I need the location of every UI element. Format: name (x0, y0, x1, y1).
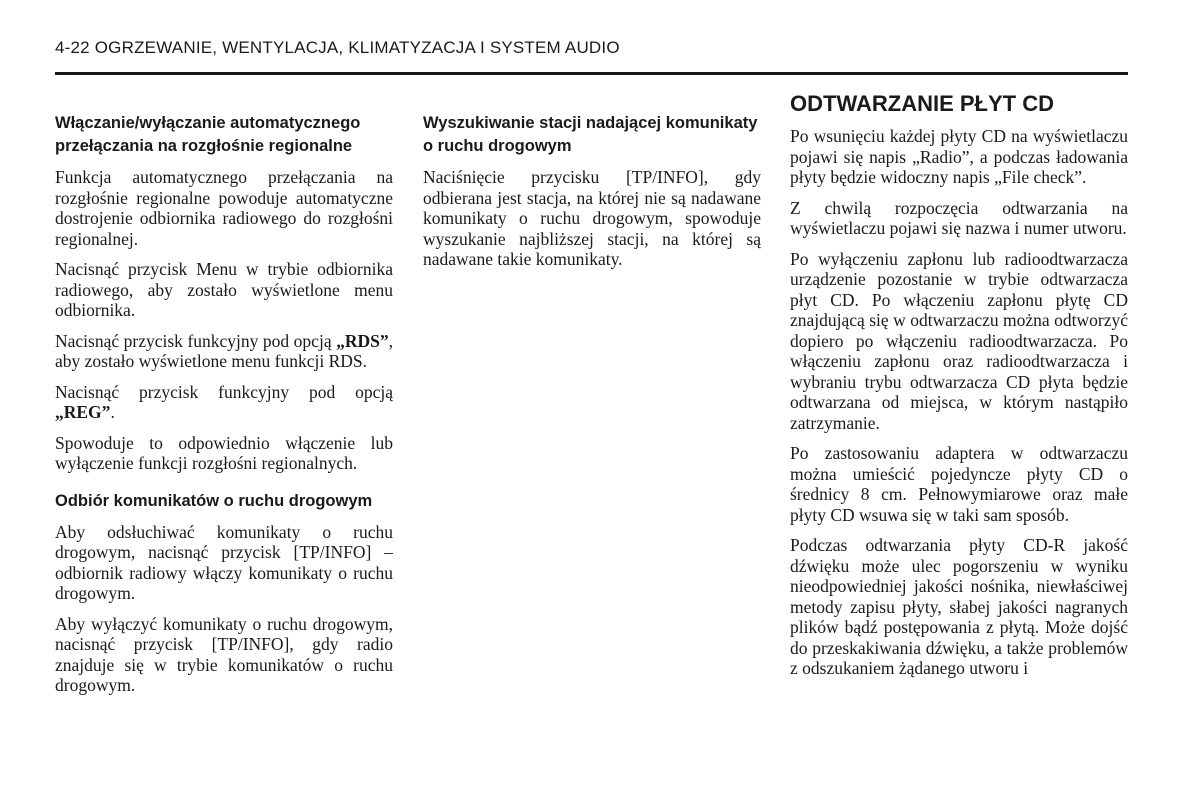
paragraph: Po zastosowaniu adaptera w odtwarzaczu można umieścić pojedyncze płyty CD o średnicy 8 cm. Pełnowymiarowe oraz małe płyty CD wsuwa się w taki sam sposób. (790, 443, 1128, 525)
paragraph: Spowoduje to odpowiednio włączenie lub wyłączenie funkcji rozgłośni regionalnych. (55, 432, 393, 473)
section-heading-search: Wyszukiwanie stacji nadającej komunikaty o ruchu drogowym (423, 114, 758, 155)
option-rds: „RDS” (336, 330, 389, 351)
paragraph: Naciśnięcie przycisku [TP/INFO], gdy odbierana jest stacja, na której nie są nadawane komunikaty o ruchu drogowym, spowoduje wyszukanie najbliższej stacji, na której są nadawane takie komunikaty. (423, 167, 761, 269)
column-right (790, 90, 1128, 689)
paragraph: Po wsunięciu każdej płyty CD na wyświetlaczu pojawi się napis „Radio”, a podczas ładowania płyty będzie widoczny napis „File check”. (790, 126, 1128, 187)
running-header: 4-22 OGRZEWANIE, WENTYLACJA, KLIMATYZACJA I SYSTEM AUDIO (55, 38, 620, 57)
option-reg: „REG” (55, 402, 111, 422)
paragraph: Nacisnąć przycisk funkcyjny pod opcją „REG”. (55, 381, 393, 422)
header-rule (55, 72, 1128, 75)
column-middle (423, 112, 761, 280)
paragraph: Po wyłączeniu zapłonu lub radioodtwarzacza urządzenie pozostanie w trybie odtwarzacza płyt CD. Po włączeniu zapłonu płytę CD znajdującą się w odtwarzaczu można odtworzyć dopiero po włączeniu radioodtwarzacza. Po włączeniu zapłonu oraz radioodtwarzacza i wybraniu trybu odtwarzacza CD płyta będzie odtwarzana od miejsca, w którym nastąpiło zatrzymanie. (790, 248, 1128, 433)
paragraph: Funkcja automatycznego przełączania na rozgłośnie regionalne powoduje automatyczne dostrojenie odbiornika radiowego do rozgłośni regionalnej. (55, 167, 393, 249)
paragraph: Nacisnąć przycisk funkcyjny pod opcją „RDS”, aby zostało wyświetlone menu funkcji RDS. (55, 330, 393, 371)
paragraph: Aby wyłączyć komunikaty o ruchu drogowym, nacisnąć przycisk [TP/INFO], gdy radio znajduje się w trybie komunikatów o ruchu drogowym. (55, 613, 393, 695)
paragraph: Aby odsłuchiwać komunikaty o ruchu drogowym, nacisnąć przycisk [TP/INFO] – odbiornik radiowy włączy komunikaty o ruchu drogowym. (55, 521, 393, 603)
column-left (55, 112, 393, 706)
section-title-cd: ODTWARZANIE PŁYT CD (790, 91, 1054, 116)
paragraph: Nacisnąć przycisk Menu w trybie odbiornika radiowego, aby zostało wyświetlone menu odbiornika. (55, 259, 393, 320)
paragraph: Podczas odtwarzania płyty CD-R jakość dźwięku może ulec pogorszeniu w wyniku nieodpowiedniej jakości nośnika, niewłaściwej metody zapisu płyty, słabej jakości nagranych plików bądź postępowania z płytą. Może dojść do przeskakiwania dźwięku, a także problemów z odszukaniem żądanego utworu i (790, 535, 1128, 678)
paragraph: Z chwilą rozpoczęcia odtwarzania na wyświetlaczu pojawi się nazwa i numer utworu. (790, 197, 1128, 238)
section-heading-regional: Włączanie/wyłączanie automatycznego przełączania na rozgłośnie regionalne (55, 114, 361, 155)
section-heading-traffic: Odbiór komunikatów o ruchu drogowym (55, 491, 373, 510)
